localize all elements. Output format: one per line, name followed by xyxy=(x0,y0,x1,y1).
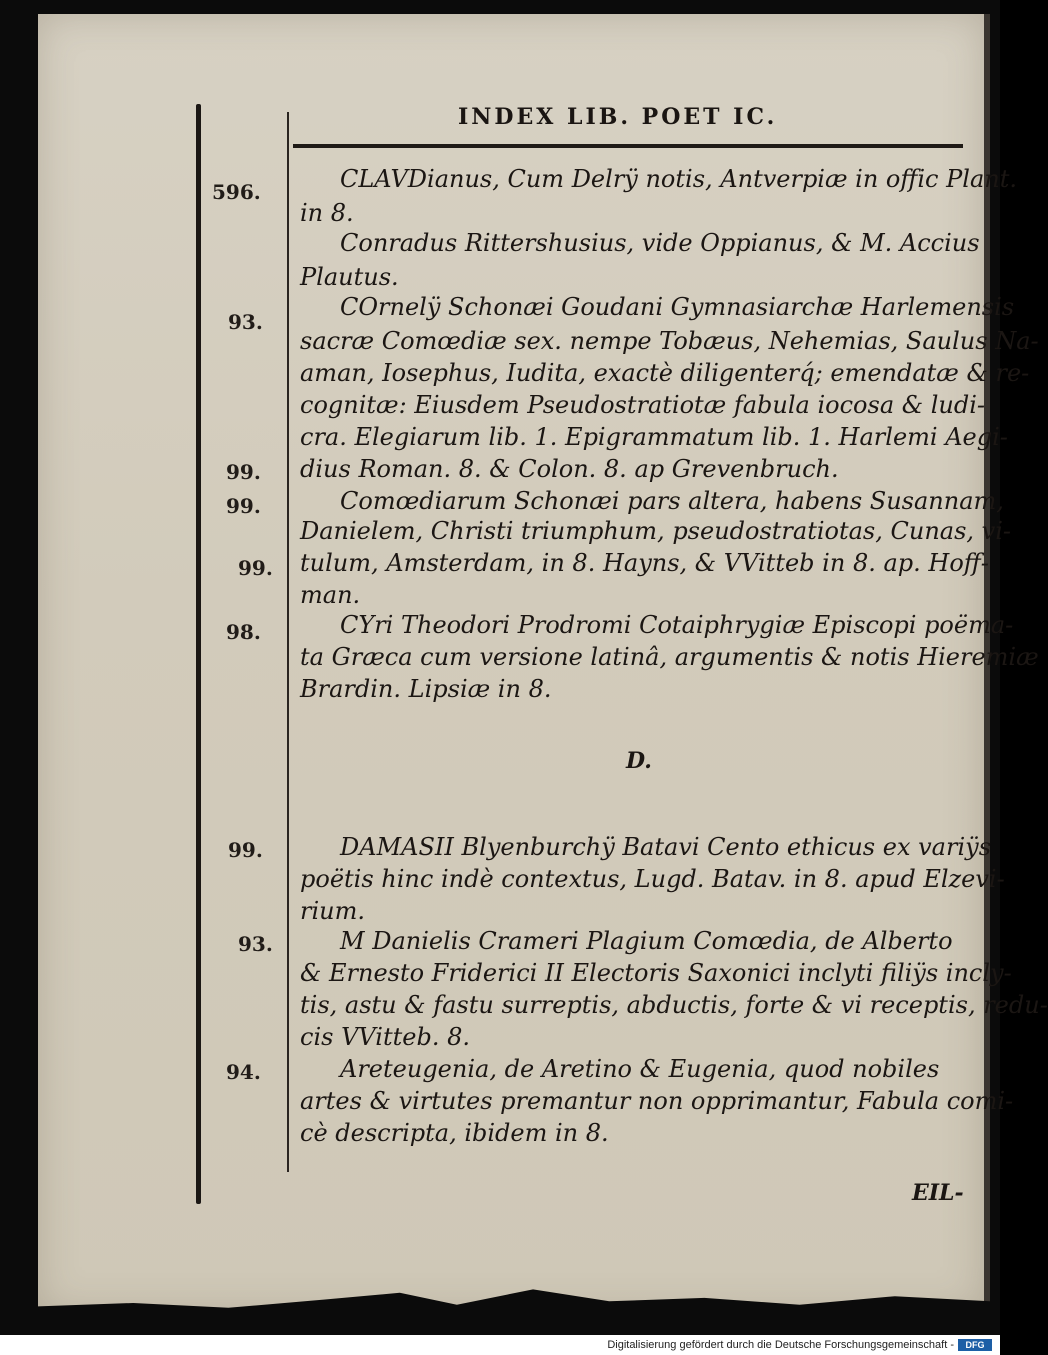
margin-rule-left xyxy=(196,104,201,1204)
entry-line: in 8. xyxy=(300,199,354,227)
running-title: INDEX LIB. POET IC. xyxy=(458,104,778,130)
entry-line: ta Græca cum versione latinâ, argumentis & notis Hieremiæ xyxy=(300,643,1039,671)
entry-line: & Ernesto Friderici II Electoris Saxonici inclyti filiÿs incly- xyxy=(300,959,1012,987)
entry-line: CLAVDianus, Cum Delrÿ notis, Antverpiæ in offic Plant. xyxy=(340,165,1017,193)
entry-line: tulum, Amsterdam, in 8. Hayns, & VVitteb in 8. ap. Hoff- xyxy=(300,549,989,577)
margin-number: 93. xyxy=(228,310,263,334)
entry-line: Brardin. Lipsiæ in 8. xyxy=(300,675,552,703)
entry-line: Conradus Rittershusius, vide Oppianus, & M. Accius xyxy=(340,229,980,257)
margin-number: 98. xyxy=(226,620,261,644)
entry-line: tis, astu & fastu surreptis, abductis, forte & vi receptis, redu- xyxy=(300,991,1048,1019)
entry-line: Danielem, Christi triumphum, pseudostratiotas, Cunas, vi- xyxy=(300,517,1012,545)
entry-line: cis VVitteb. 8. xyxy=(300,1023,470,1051)
margin-rule-text xyxy=(287,112,289,1172)
entry-line: M Danielis Crameri Plagium Comœdia, de Alberto xyxy=(340,927,953,955)
entry-line: cè descripta, ibidem in 8. xyxy=(300,1119,609,1147)
entry-line: Areteugenia, de Aretino & Eugenia, quod nobiles xyxy=(340,1055,940,1083)
catchword: EIL- xyxy=(912,1180,964,1206)
margin-number: 99. xyxy=(226,460,261,484)
entry-line: Plautus. xyxy=(300,263,399,291)
dfg-logo: DFG xyxy=(958,1339,992,1351)
margin-number: 596. xyxy=(212,180,261,204)
margin-number: 94. xyxy=(226,1060,261,1084)
entry-line: DAMASII Blyenburchÿ Batavi Cento ethicus ex variÿs xyxy=(340,833,992,861)
margin-number: 99. xyxy=(226,494,261,518)
entry-line: artes & virtutes premantur non opprimantur, Fabula comi- xyxy=(300,1087,1014,1115)
footer-bar xyxy=(0,1335,1000,1355)
margin-number: 93. xyxy=(238,932,273,956)
entry-line: cognitæ: Eiusdem Pseudostratiotæ fabula iocosa & ludi- xyxy=(300,391,986,419)
entry-line: sacræ Comœdiæ sex. nempe Tobæus, Nehemias, Saulus Na- xyxy=(300,327,1039,355)
entry-line: dius Roman. 8. & Colon. 8. ap Grevenbruch. xyxy=(300,455,839,483)
footer-credit: Digitalisierung gefördert durch die Deutsche Forschungsgemeinschaft - xyxy=(607,1339,954,1351)
entry-line: Comœdiarum Schonæi pars altera, habens Susannam, xyxy=(340,487,1004,515)
entry-line: poëtis hinc indè contextus, Lugd. Batav. in 8. apud Elzevi- xyxy=(300,865,1005,893)
entry-line: rium. xyxy=(300,897,365,925)
margin-number: 99. xyxy=(238,556,273,580)
entry-line: CYri Theodori Prodromi Cotaiphrygiæ Episcopi poëma- xyxy=(340,611,1014,639)
margin-number: 99. xyxy=(228,838,263,862)
section-letter: D. xyxy=(626,748,652,774)
entry-line: cra. Elegiarum lib. 1. Epigrammatum lib. 1. Harlemi Aegi- xyxy=(300,423,1008,451)
header-rule xyxy=(293,144,963,148)
entry-line: man. xyxy=(300,581,361,609)
entry-line: aman, Iosephus, Iudita, exactè diligenterq́; emendatæ & re- xyxy=(300,359,1030,387)
entry-line: COrnelÿ Schonæi Goudani Gymnasiarchæ Harlemensis xyxy=(340,293,1015,321)
